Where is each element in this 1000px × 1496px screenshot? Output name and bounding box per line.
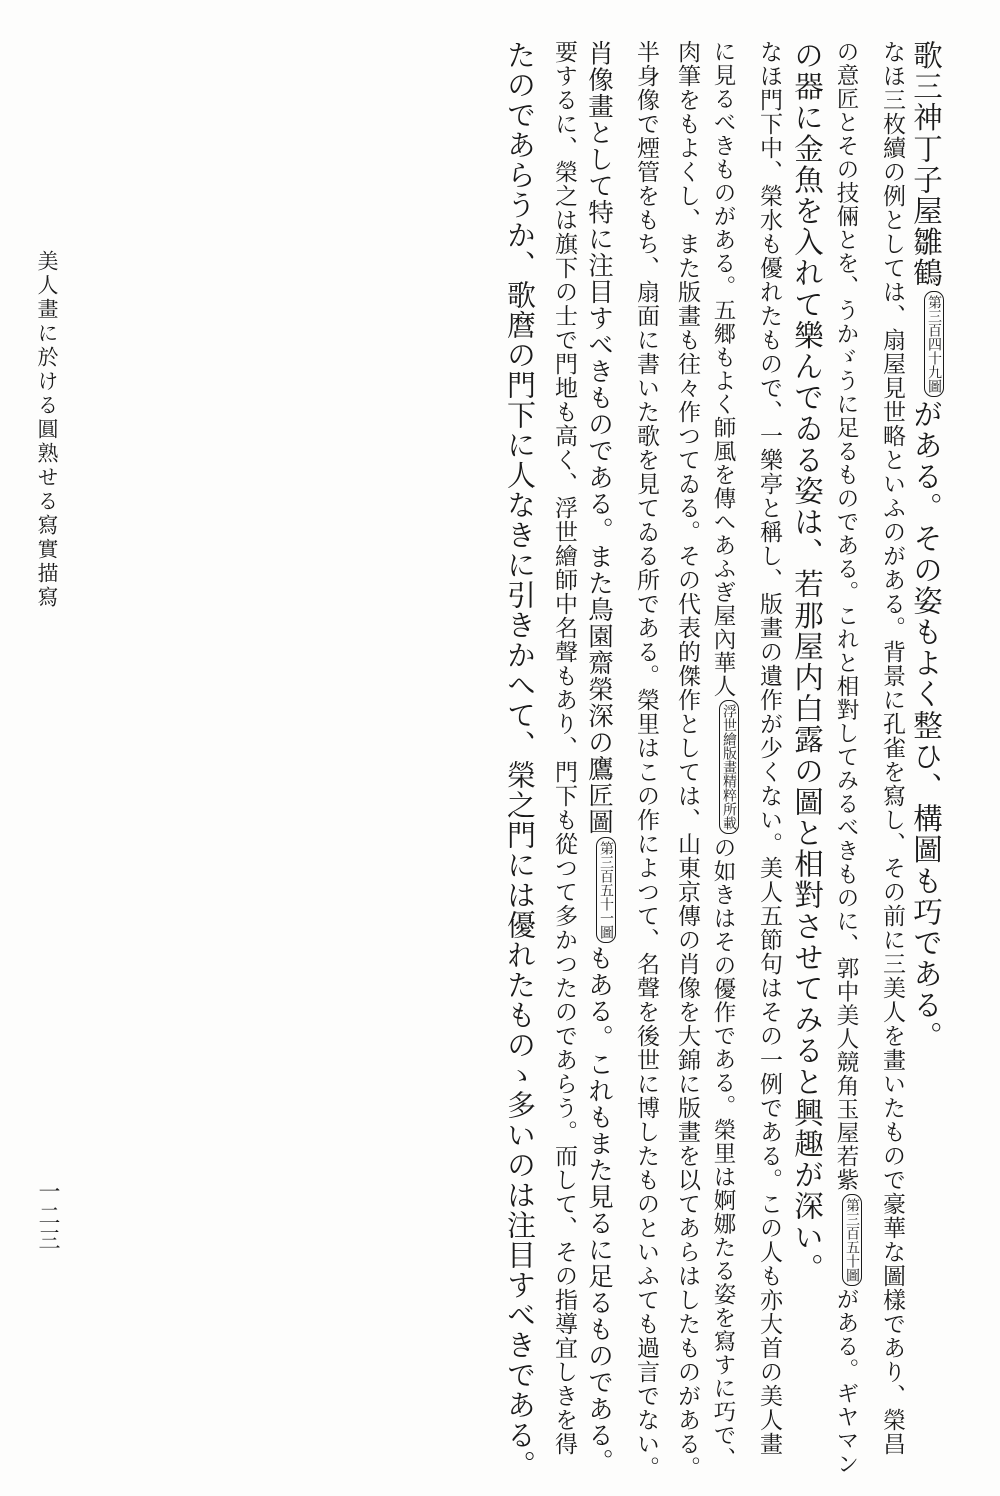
inline-note: 第三百五十圖: [842, 1194, 862, 1286]
inline-note: 浮世繪版畫精粹所載: [719, 700, 739, 834]
text-line: 半身像で煙管をもち、扇面に書いた歌を見てゐる所である。榮里はこの作によつて、名聲を後世に博したものといふても過言でない。: [633, 40, 659, 1480]
page-number: 一二三: [35, 1180, 60, 1252]
text-line: 歌三神丁子屋雛鶴第三百四十九圖がある。その姿もよく整ひ、構圖も巧である。: [909, 40, 943, 1052]
text-line: 肉筆をもよくし、また版畫も往々作つてゐる。その代表的傑作としては、山東京傳の肖像を大錦に版畫を以てあらはしたものがある。: [674, 40, 700, 1480]
text-line: 肖像畫として特に注目すべきものである。また鳥園齋榮深の鷹匠圖第三百五十一圖もある。これもまた見るに足るものである。: [584, 40, 614, 1475]
inline-note: 第三百五十一圖: [596, 837, 616, 943]
text-line: に見るべきものがある。五郷もよく師風を傳へあふぎ屋內華人浮世繪版畫精粹所載の如きはその優作である。榮里は婀娜たる姿を寫すに巧で、: [710, 40, 737, 1471]
text-line: なほ三枚續の例としては、扇屋見世略といふのがある。背景に孔雀を寫し、その前に三美人を畫いたもので豪華な圖樣であり、榮昌: [879, 40, 905, 1456]
text-line: たのであらうか、歌麿の門下に人なきに引きかへて、榮之門には優れたものゝ多いのは注目すべきである。: [503, 40, 537, 1480]
text-line: 要するに、榮之は旗下の士で門地も高く、浮世繪師中名聲もあり、門下も從つて多かつたのであらう。而して、その指導宜しきを得: [551, 40, 577, 1456]
text-line: なほ門下中、榮水も優れたもので、一樂亭と稱し、版畫の遺作が少くない。美人五節句はその一例である。この人も亦大首の美人畫: [756, 40, 782, 1456]
text-line: の意匠とその技倆とを、うかゞうに足るものである。これと相對してみるべきものに、郭中美人競角玉屋若紫第三百五十圖がある。ギヤマン: [833, 40, 860, 1476]
inline-note: 第三百四十九圖: [924, 291, 944, 397]
running-header: 美人畫に於ける圓熟せる寫實描寫: [35, 250, 59, 610]
text-line: の器に金魚を入れて樂んでゐる姿は、若那屋内白露の圖と相對させてみると興趣が深い。: [790, 40, 824, 1284]
